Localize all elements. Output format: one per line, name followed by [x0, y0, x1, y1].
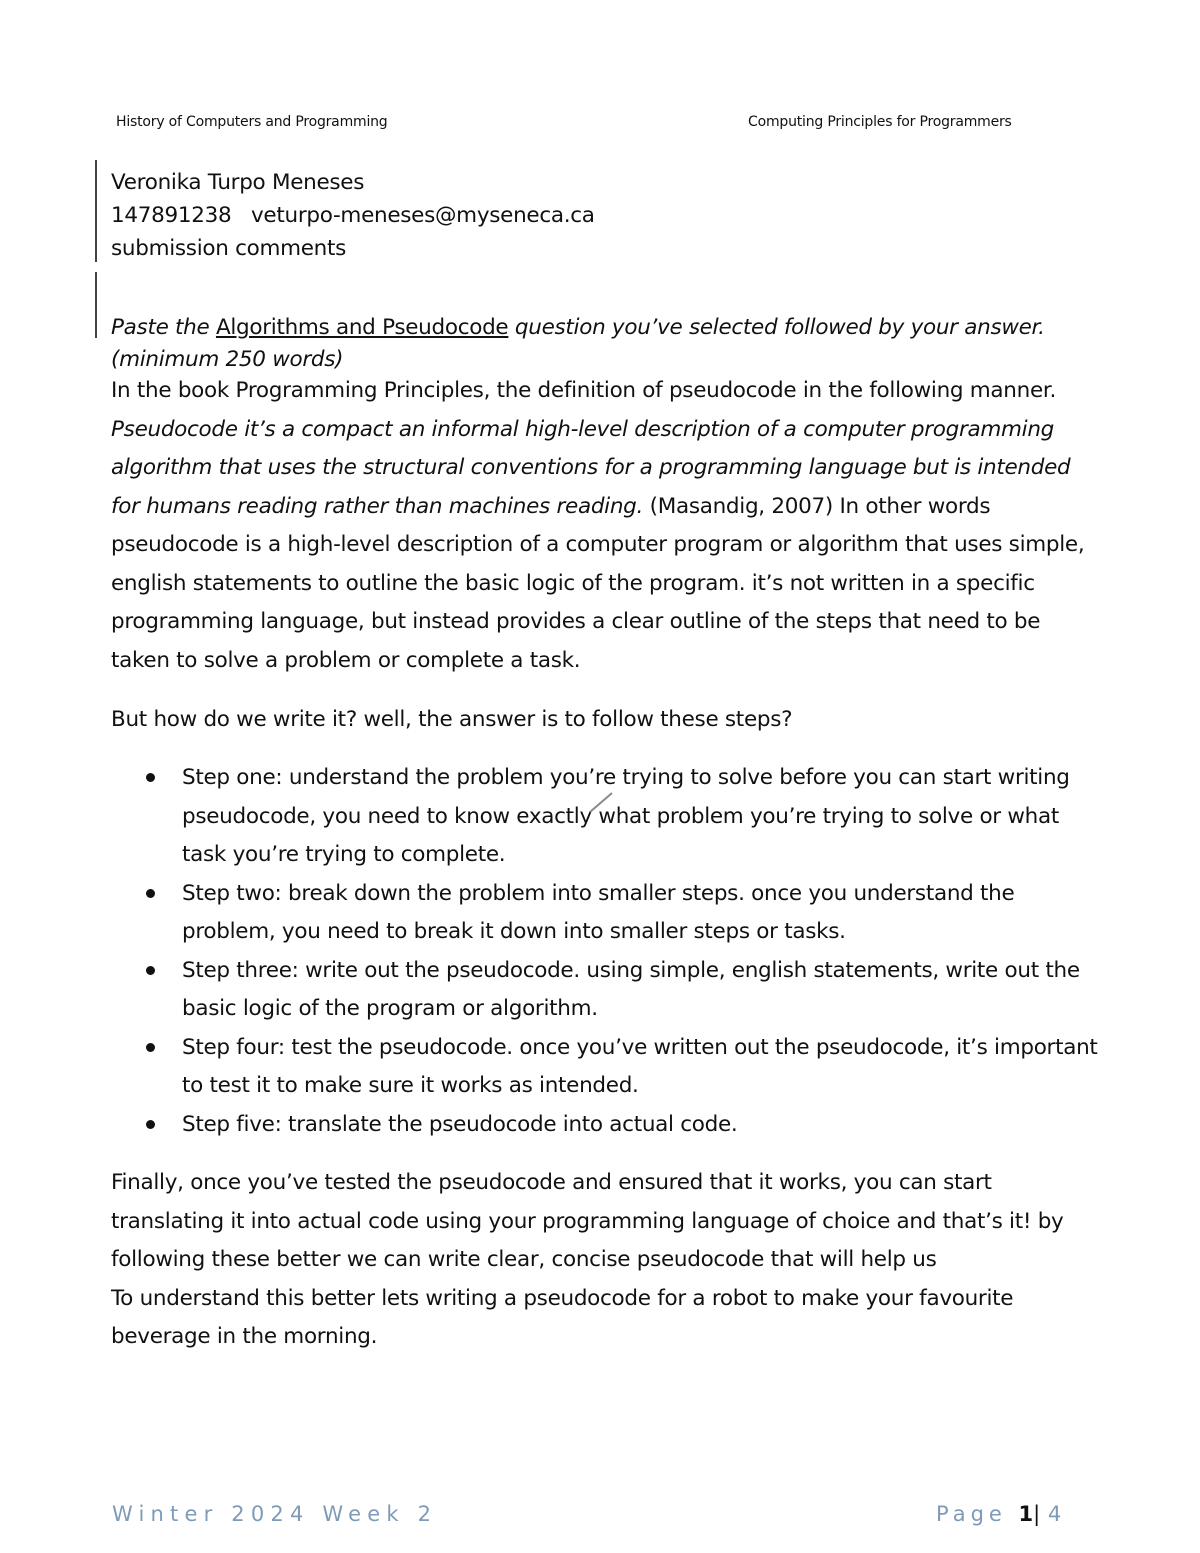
page-label: Page: [936, 1502, 1019, 1526]
list-item: [111, 952, 1101, 1029]
paragraph-definition: [111, 372, 1101, 680]
prompt-topic-link[interactable]: Algorithms and Pseudocode: [215, 315, 509, 340]
student-id-email: 147891238 veturpo-meneses@myseneca.ca: [111, 203, 595, 228]
bullet-icon: [146, 773, 155, 782]
definition-quote: Pseudocode it’s a compact an informal high-level description of a computer programming algorithm that uses the structural conventions for a programming language but is intended for humans reading rather than machines reading.: [111, 416, 1071, 519]
page-header-right: Computing Principles for Programmers: [748, 114, 1012, 130]
pen-mark-icon: [588, 790, 616, 814]
paragraph-conclusion: [111, 1164, 1101, 1357]
total-pages: 4: [1040, 1502, 1063, 1526]
submission-comments: submission comments: [111, 236, 347, 261]
list-item: [111, 759, 1101, 875]
footer-term: Winter 2024 Week 2: [112, 1502, 438, 1526]
steps-list: [111, 759, 1101, 1144]
paragraph-question: But how do we write it? well, the answer is to follow these steps?: [111, 707, 793, 732]
bullet-icon: [146, 889, 155, 898]
bullet-icon: [146, 966, 155, 975]
page-separator: |: [1033, 1502, 1041, 1526]
step-text: Step four: test the pseudocode. once you’ve written out the pseudocode, it’s important to test it to make sure it works as intended.: [182, 1034, 1098, 1098]
prompt-text-start: Paste the: [111, 315, 216, 340]
conclusion-example: To understand this better lets writing a pseudocode for a robot to make your favourite beverage in the morning.: [111, 1285, 1014, 1349]
footer-page-number: [936, 1502, 1062, 1526]
definition-intro: In the book Programming Principles, the definition of pseudocode in the following manner.: [111, 378, 1056, 403]
step-text: Step one: understand the problem you’re trying to solve before you can start writing pseudocode, you need to know exactly what problem you’re trying to solve or what task you’re trying to complete.: [182, 765, 1070, 867]
bullet-icon: [146, 1043, 155, 1052]
step-text: Step five: translate the pseudocode into actual code.: [182, 1111, 738, 1137]
bullet-icon: [146, 1120, 155, 1129]
conclusion-text: Finally, once you’ve tested the pseudocode and ensured that it works, you can start translating it into actual code using your programming language of choice and that’s it! by following these better we can write clear, concise pseudocode that will help us: [111, 1170, 1064, 1272]
student-name: Veronika Turpo Meneses: [111, 170, 365, 195]
revision-bar: [95, 160, 97, 262]
list-item: [111, 1029, 1101, 1106]
list-item: [111, 875, 1101, 952]
revision-bar: [95, 272, 97, 338]
step-text: Step three: write out the pseudocode. using simple, english statements, write out the basic logic of the program or algorithm.: [182, 957, 1080, 1021]
current-page: 1: [1018, 1502, 1034, 1526]
step-text: Step two: break down the problem into smaller steps. once you understand the problem, you need to break it down into smaller steps or tasks.: [182, 880, 1015, 944]
prompt-text-end: question you’ve selected followed by your answer. (minimum 250 words): [111, 315, 1045, 372]
student-info: [111, 166, 595, 265]
definition-rest: (Masandig, 2007) In other words pseudocode is a high-level description of a computer program or algorithm that uses simple, english statements to outline the basic logic of the program. it’s not written in a specific programming language, but instead provides a clear outline of the steps that need to be taken to solve a problem or complete a task.: [111, 493, 1085, 673]
page-header-left: History of Computers and Programming: [116, 114, 388, 130]
question-prompt: [111, 312, 1111, 376]
list-item: [111, 1106, 1101, 1145]
